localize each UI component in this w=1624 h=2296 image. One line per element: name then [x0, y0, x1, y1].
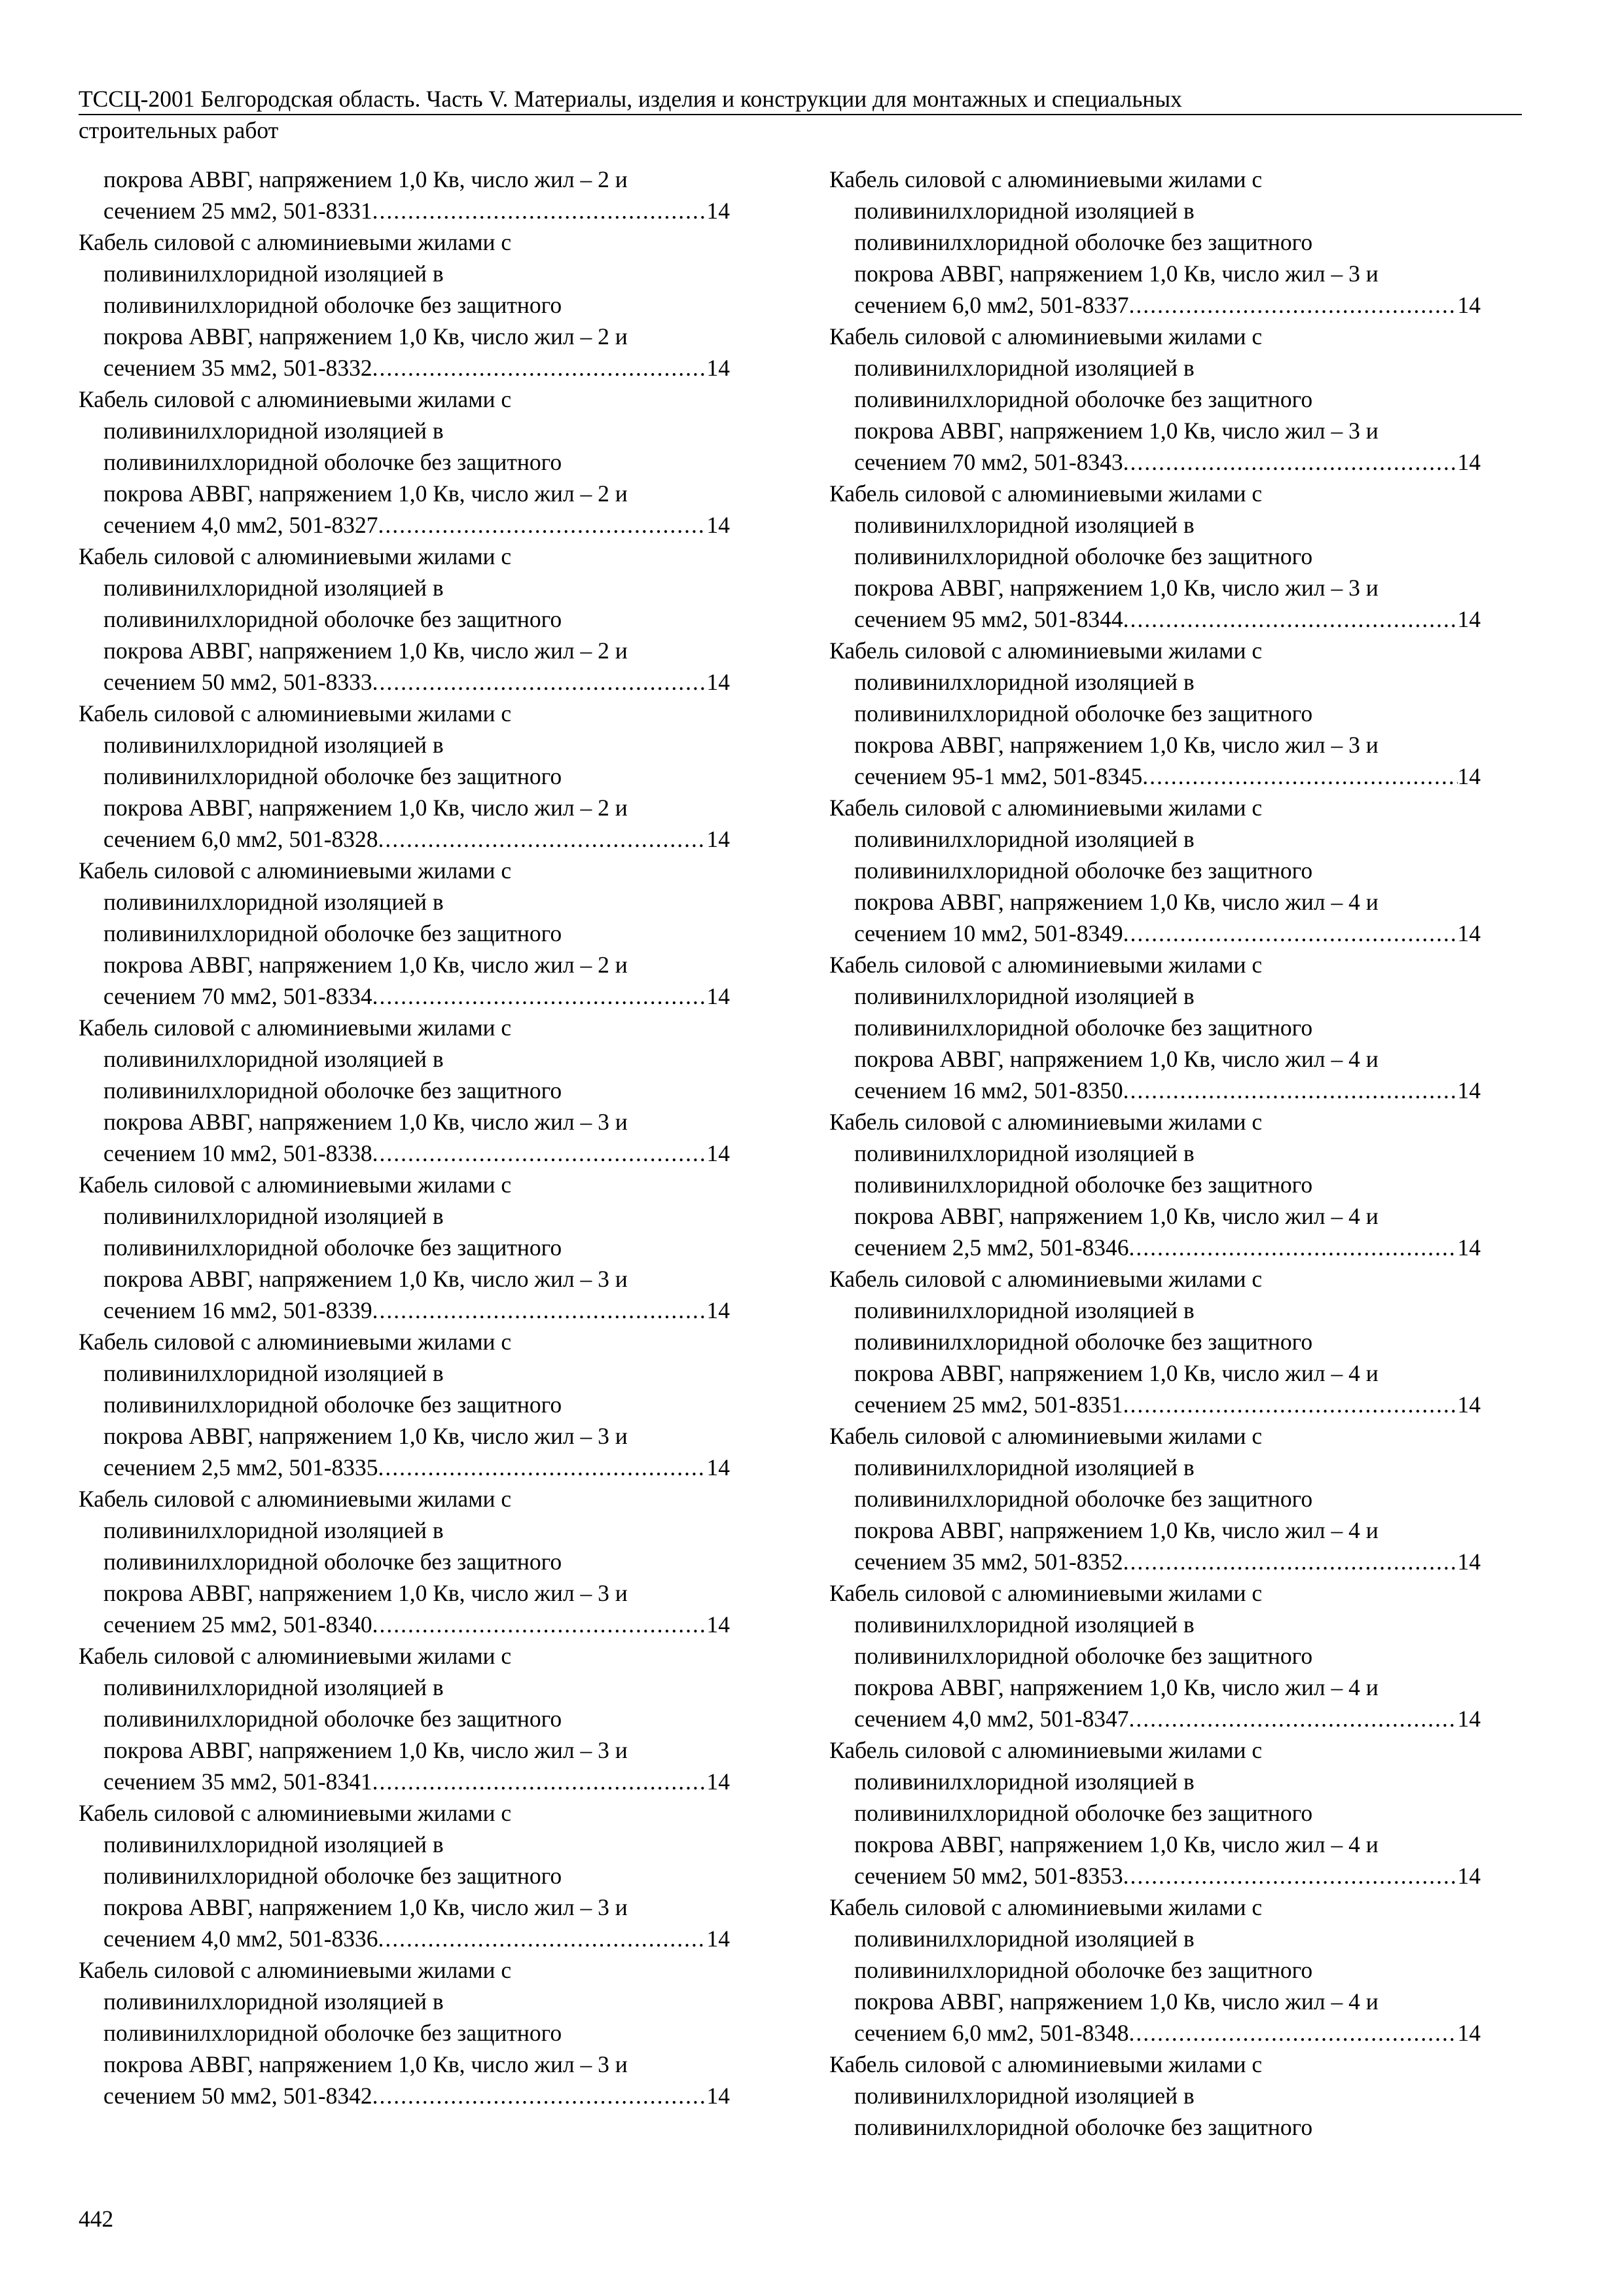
entry-text-tail: сечением 4,0 мм2, 501-8347	[854, 1706, 1129, 1732]
entry-text-line: покрова АВВГ, напряжением 1,0 Кв, число жил – 3 и	[854, 260, 1379, 287]
entry-last-line	[79, 509, 730, 541]
entry-text-line: поливинилхлоридной изоляцией в	[854, 1297, 1195, 1323]
entry-page-number: 14	[706, 1297, 730, 1323]
entry-text-line: покрова АВВГ, напряжением 1,0 Кв, число жил – 3 и	[854, 732, 1379, 758]
dot-leader	[1123, 918, 1458, 949]
entry-last-line	[79, 1609, 730, 1640]
entry-text-line: покрова АВВГ, напряжением 1,0 Кв, число жил – 4 и	[854, 1203, 1379, 1229]
dot-leader	[372, 980, 707, 1012]
index-entry	[829, 1106, 1481, 1263]
dot-leader	[372, 1766, 707, 1797]
index-entry	[829, 1577, 1481, 1734]
entry-text-line: покрова АВВГ, напряжением 1,0 Кв, число жил – 2 и	[103, 952, 628, 978]
entry-text-line: покрова АВВГ, напряжением 1,0 Кв, число жил – 3 и	[854, 418, 1379, 444]
entry-text-line: поливинилхлоридной изоляцией в	[854, 983, 1195, 1009]
entry-text-line: поливинилхлоридной изоляцией в	[854, 1611, 1195, 1638]
entry-text-tail: сечением 10 мм2, 501-8349	[854, 920, 1123, 946]
entry-text-line: покрова АВВГ, напряжением 1,0 Кв, число жил – 3 и	[103, 1580, 628, 1606]
dot-leader	[372, 2080, 707, 2111]
entry-page-number: 14	[706, 355, 730, 381]
entry-text-line: поливинилхлоридной изоляцией в	[103, 418, 444, 444]
entry-text-line: Кабель силовой с алюминиевыми жилами с	[829, 952, 1263, 978]
entry-text-line: поливинилхлоридной изоляцией в	[854, 1140, 1195, 1166]
entry-text-line: Кабель силовой с алюминиевыми жилами с	[79, 1800, 512, 1826]
entry-page-number: 14	[1457, 606, 1481, 632]
entry-text-line: поливинилхлоридной изоляцией в	[103, 1517, 444, 1543]
entry-text-line: поливинилхлоридной изоляцией в	[854, 669, 1195, 695]
entry-text-line: покрова АВВГ, напряжением 1,0 Кв, число жил – 4 и	[854, 1831, 1379, 1857]
entry-text-tail: сечением 25 мм2, 501-8351	[854, 1391, 1123, 1418]
index-entry	[79, 226, 730, 384]
entry-last-line	[829, 1075, 1481, 1106]
entry-text-line: покрова АВВГ, напряжением 1,0 Кв, число жил – 3 и	[103, 1737, 628, 1763]
entry-text-line: поливинилхлоридной оболочке без защитного	[854, 1957, 1313, 1983]
running-header	[79, 84, 1522, 145]
entry-page-number: 14	[706, 198, 730, 224]
entry-text-tail: сечением 16 мм2, 501-8350	[854, 1077, 1123, 1103]
index-entry	[829, 1263, 1481, 1420]
entry-last-line	[79, 1138, 730, 1169]
index-entry	[79, 1483, 730, 1640]
index-entry	[829, 321, 1481, 478]
index-entry	[829, 792, 1481, 949]
entry-text-tail: сечением 50 мм2, 501-8353	[854, 1863, 1123, 1889]
index-entry	[79, 1012, 730, 1169]
index-column-left	[79, 164, 730, 2111]
entry-text-line: поливинилхлоридной изоляцией в	[854, 2083, 1195, 2109]
entry-text-line: Кабель силовой с алюминиевыми жилами с	[829, 1737, 1263, 1763]
entry-page-number: 14	[1457, 2020, 1481, 2046]
entry-text-line: покрова АВВГ, напряжением 1,0 Кв, число жил – 4 и	[854, 1988, 1379, 2015]
index-entry	[79, 541, 730, 698]
entry-last-line	[829, 1860, 1481, 1892]
entry-last-line	[79, 1766, 730, 1797]
entry-text-line: покрова АВВГ, напряжением 1,0 Кв, число жил – 3 и	[103, 1266, 628, 1292]
entry-text-line: Кабель силовой с алюминиевыми жилами с	[79, 229, 512, 255]
index-entry	[79, 855, 730, 1012]
entry-text-line: поливинилхлоридной оболочке без защитного	[103, 449, 562, 475]
entry-text-line: поливинилхлоридной оболочке без защитного	[854, 1800, 1313, 1826]
entry-text-line: покрова АВВГ, напряжением 1,0 Кв, число жил – 2 и	[103, 323, 628, 350]
entry-page-number: 14	[706, 826, 730, 852]
entry-last-line	[829, 1232, 1481, 1263]
entry-text-tail: сечением 16 мм2, 501-8339	[103, 1297, 372, 1323]
entry-page-number: 14	[1457, 1234, 1481, 1261]
entry-text-line: покрова АВВГ, напряжением 1,0 Кв, число жил – 2 и	[103, 637, 628, 664]
entry-text-line: поливинилхлоридной изоляцией в	[103, 1831, 444, 1857]
dot-leader	[372, 1138, 707, 1169]
dot-leader	[372, 1609, 707, 1640]
dot-leader	[378, 1452, 707, 1483]
entry-text-line: Кабель силовой с алюминиевыми жилами с	[79, 700, 512, 726]
dot-leader	[1129, 1232, 1458, 1263]
index-entry	[829, 1734, 1481, 1892]
dot-leader	[1123, 603, 1458, 635]
entry-text-line: поливинилхлоридной оболочке без защитного	[854, 229, 1313, 255]
entry-text-tail: сечением 6,0 мм2, 501-8328	[103, 826, 378, 852]
entry-text-tail: сечением 95-1 мм2, 501-8345	[854, 763, 1143, 789]
entry-text-tail: сечением 25 мм2, 501-8331	[103, 198, 372, 224]
entry-last-line	[829, 761, 1481, 792]
entry-text-line: Кабель силовой с алюминиевыми жилами с	[829, 480, 1263, 507]
entry-page-number: 14	[1457, 1077, 1481, 1103]
entry-text-line: покрова АВВГ, напряжением 1,0 Кв, число жил – 3 и	[854, 575, 1379, 601]
index-entry	[79, 1954, 730, 2111]
entry-text-tail: сечением 50 мм2, 501-8333	[103, 669, 372, 695]
entry-text-line: Кабель силовой с алюминиевыми жилами с	[829, 637, 1263, 664]
entry-text-line: Кабель силовой с алюминиевыми жилами с	[79, 1172, 512, 1198]
dot-leader	[372, 352, 707, 384]
entry-text-line: поливинилхлоридной оболочке без защитного	[854, 2114, 1313, 2140]
entry-last-line	[79, 1295, 730, 1326]
entry-text-line: поливинилхлоридной оболочке без защитного	[854, 1329, 1313, 1355]
entry-text-line: поливинилхлоридной оболочке без защитного	[854, 1643, 1313, 1669]
entry-page-number: 14	[706, 512, 730, 538]
header-title-line-2: строительных работ	[79, 117, 279, 143]
entry-last-line	[79, 2080, 730, 2111]
entry-text-line: Кабель силовой с алюминиевыми жилами с	[79, 1486, 512, 1512]
entry-text-line: покрова АВВГ, напряжением 1,0 Кв, число жил – 3 и	[103, 2051, 628, 2077]
entry-text-line: поливинилхлоридной оболочке без защитного	[854, 1014, 1313, 1041]
entry-text-line: поливинилхлоридной изоляцией в	[103, 260, 444, 287]
dot-leader	[372, 666, 707, 698]
index-entry	[79, 384, 730, 541]
entry-text-tail: сечением 6,0 мм2, 501-8348	[854, 2020, 1129, 2046]
entry-text-line: поливинилхлоридной оболочке без защитного	[854, 1172, 1313, 1198]
entry-text-line: покрова АВВГ, напряжением 1,0 Кв, число жил – 2 и	[103, 480, 628, 507]
entry-text-line: покрова АВВГ, напряжением 1,0 Кв, число жил – 4 и	[854, 1517, 1379, 1543]
entry-text-line: поливинилхлоридной изоляцией в	[854, 198, 1195, 224]
index-column-right	[829, 164, 1481, 2143]
dot-leader	[1129, 2017, 1458, 2049]
entry-last-line	[79, 1923, 730, 1954]
entry-text-tail: сечением 10 мм2, 501-8338	[103, 1140, 372, 1166]
entry-text-line: покрова АВВГ, напряжением 1,0 Кв, число жил – 4 и	[854, 1360, 1379, 1386]
entry-text-line: поливинилхлоридной изоляцией в	[854, 1454, 1195, 1480]
index-entry	[829, 164, 1481, 321]
entry-last-line	[79, 352, 730, 384]
entry-text-line: покрова АВВГ, напряжением 1,0 Кв, число жил – 2 и	[103, 795, 628, 821]
entry-text-line: покрова АВВГ, напряжением 1,0 Кв, число жил – 3 и	[103, 1109, 628, 1135]
entry-last-line	[79, 195, 730, 226]
index-entry	[829, 949, 1481, 1106]
entry-last-line	[829, 603, 1481, 635]
index-entry	[829, 1420, 1481, 1577]
entry-text-line: поливинилхлоридной оболочке без защитного	[103, 1234, 562, 1261]
entry-page-number: 14	[706, 669, 730, 695]
entry-page-number: 14	[706, 983, 730, 1009]
entry-last-line	[829, 918, 1481, 949]
entry-last-line	[79, 980, 730, 1012]
entry-last-line	[829, 1389, 1481, 1420]
entry-text-line: поливинилхлоридной изоляцией в	[854, 826, 1195, 852]
dot-leader	[1129, 1703, 1458, 1734]
dot-leader	[1123, 1860, 1458, 1892]
entry-text-line: Кабель силовой с алюминиевыми жилами с	[829, 323, 1263, 350]
entry-text-line: поливинилхлоридной изоляцией в	[854, 512, 1195, 538]
entry-text-line: Кабель силовой с алюминиевыми жилами с	[79, 386, 512, 412]
entry-page-number: 14	[706, 1454, 730, 1480]
entry-last-line	[79, 666, 730, 698]
entry-text-line: поливинилхлоридной оболочке без защитного	[103, 606, 562, 632]
entry-text-line: поливинилхлоридной оболочке без защитного	[854, 386, 1313, 412]
page-number: 442	[79, 2206, 114, 2232]
entry-text-line: поливинилхлоридной оболочке без защитного	[854, 1486, 1313, 1512]
entry-page-number: 14	[706, 1926, 730, 1952]
entry-text-line: поливинилхлоридной оболочке без защитного	[854, 700, 1313, 726]
entry-text-line: поливинилхлоридной изоляцией в	[103, 1988, 444, 2015]
entry-page-number: 14	[1457, 1863, 1481, 1889]
entry-last-line	[79, 823, 730, 855]
entry-text-line: поливинилхлоридной оболочке без защитного	[103, 763, 562, 789]
entry-text-line: поливинилхлоридной оболочке без защитного	[103, 1549, 562, 1575]
entry-text-line: Кабель силовой с алюминиевыми жилами с	[79, 1643, 512, 1669]
index-entry	[829, 478, 1481, 635]
dot-leader	[378, 1923, 707, 1954]
entry-page-number: 14	[1457, 920, 1481, 946]
entry-text-line: Кабель силовой с алюминиевыми жилами с	[829, 1266, 1263, 1292]
entry-text-line: поливинилхлоридной оболочке без защитного	[854, 543, 1313, 569]
entry-page-number: 14	[706, 2083, 730, 2109]
entry-text-line: поливинилхлоридной изоляцией в	[103, 732, 444, 758]
dot-leader	[1123, 1389, 1458, 1420]
header-title-line-1: ТССЦ-2001 Белгородская область. Часть V. Материалы, изделия и конструкции для монтажных и специальных	[79, 84, 1522, 115]
dot-leader	[372, 1295, 707, 1326]
entry-text-line: Кабель силовой с алюминиевыми жилами с	[79, 543, 512, 569]
entry-text-line: Кабель силовой с алюминиевыми жилами с	[829, 166, 1263, 192]
entry-text-line: покрова АВВГ, напряжением 1,0 Кв, число жил – 4 и	[854, 889, 1379, 915]
dot-leader	[378, 509, 707, 541]
entry-text-line: поливинилхлоридной изоляцией в	[103, 1203, 444, 1229]
entry-text-line: поливинилхлоридной оболочке без защитного	[103, 1863, 562, 1889]
entry-text-line: покрова АВВГ, напряжением 1,0 Кв, число жил – 2 и	[103, 166, 628, 192]
entry-text-tail: сечением 25 мм2, 501-8340	[103, 1611, 372, 1638]
entry-text-tail: сечением 95 мм2, 501-8344	[854, 606, 1123, 632]
entry-page-number: 14	[706, 1140, 730, 1166]
index-entry	[79, 1640, 730, 1797]
index-entry	[79, 1169, 730, 1326]
entry-text-line: Кабель силовой с алюминиевыми жилами с	[829, 1894, 1263, 1920]
entry-text-tail: сечением 2,5 мм2, 501-8335	[103, 1454, 378, 1480]
entry-page-number: 14	[1457, 449, 1481, 475]
entry-text-tail: сечением 35 мм2, 501-8332	[103, 355, 372, 381]
entry-text-line: покрова АВВГ, напряжением 1,0 Кв, число жил – 4 и	[854, 1674, 1379, 1700]
entry-last-line	[79, 1452, 730, 1483]
entry-text-line: Кабель силовой с алюминиевыми жилами с	[79, 1957, 512, 1983]
entry-text-line: поливинилхлоридной изоляцией в	[103, 575, 444, 601]
dot-leader	[378, 823, 707, 855]
entry-text-line: поливинилхлоридной оболочке без защитного	[103, 1391, 562, 1418]
entry-text-line: Кабель силовой с алюминиевыми жилами с	[829, 2051, 1263, 2077]
entry-text-line: Кабель силовой с алюминиевыми жилами с	[829, 795, 1263, 821]
index-entry-continued	[79, 164, 730, 226]
entry-text-line: поливинилхлоридной изоляцией в	[103, 1046, 444, 1072]
entry-last-line	[829, 1546, 1481, 1577]
entry-text-tail: сечением 35 мм2, 501-8352	[854, 1549, 1123, 1575]
entry-text-line: Кабель силовой с алюминиевыми жилами с	[829, 1109, 1263, 1135]
index-entry	[79, 1797, 730, 1954]
index-entry	[829, 1892, 1481, 2049]
entry-text-line: Кабель силовой с алюминиевыми жилами с	[79, 1014, 512, 1041]
entry-text-line: поливинилхлоридной изоляцией в	[103, 1360, 444, 1386]
entry-page-number: 14	[706, 1768, 730, 1795]
entry-text-line: поливинилхлоридной оболочке без защитного	[103, 292, 562, 318]
dot-leader	[1123, 1546, 1458, 1577]
entry-text-tail: сечением 6,0 мм2, 501-8337	[854, 292, 1129, 318]
entry-text-line: покрова АВВГ, напряжением 1,0 Кв, число жил – 4 и	[854, 1046, 1379, 1072]
index-entry	[829, 635, 1481, 792]
entry-text-line: поливинилхлоридной оболочке без защитного	[103, 2020, 562, 2046]
entry-text-tail: сечением 70 мм2, 501-8343	[854, 449, 1123, 475]
entry-text-tail: сечением 4,0 мм2, 501-8327	[103, 512, 378, 538]
entry-text-line: поливинилхлоридной оболочке без защитного	[103, 1077, 562, 1103]
entry-page-number: 14	[1457, 292, 1481, 318]
entry-text-tail: сечением 2,5 мм2, 501-8346	[854, 1234, 1129, 1261]
entry-text-line: поливинилхлоридной изоляцией в	[103, 1674, 444, 1700]
entry-last-line	[829, 446, 1481, 478]
entry-text-line: Кабель силовой с алюминиевыми жилами с	[829, 1423, 1263, 1449]
dot-leader	[1123, 446, 1458, 478]
entry-text-tail: сечением 70 мм2, 501-8334	[103, 983, 372, 1009]
entry-text-line: поливинилхлоридной изоляцией в	[854, 1926, 1195, 1952]
entry-text-line: поливинилхлоридной изоляцией в	[103, 889, 444, 915]
entry-text-line: поливинилхлоридной изоляцией в	[854, 355, 1195, 381]
index-entry	[79, 1326, 730, 1483]
entry-text-line: поливинилхлоридной изоляцией в	[854, 1768, 1195, 1795]
entry-text-line: покрова АВВГ, напряжением 1,0 Кв, число жил – 3 и	[103, 1894, 628, 1920]
entry-text-tail: сечением 4,0 мм2, 501-8336	[103, 1926, 378, 1952]
index-entry	[79, 698, 730, 855]
entry-last-line	[829, 1703, 1481, 1734]
entry-text-line: Кабель силовой с алюминиевыми жилами с	[79, 857, 512, 884]
entry-page-number: 14	[1457, 1391, 1481, 1418]
entry-page-number: 14	[1457, 1706, 1481, 1732]
entry-text-line: Кабель силовой с алюминиевыми жилами с	[79, 1329, 512, 1355]
entry-text-line: поливинилхлоридной оболочке без защитного	[103, 1706, 562, 1732]
dot-leader	[1129, 289, 1458, 321]
dot-leader	[1142, 761, 1457, 792]
dot-leader	[372, 195, 707, 226]
entry-text-line: поливинилхлоридной оболочке без защитного	[854, 857, 1313, 884]
index-entry-truncated	[829, 2049, 1481, 2143]
entry-text-line: поливинилхлоридной оболочке без защитного	[103, 920, 562, 946]
entry-text-line: Кабель силовой с алюминиевыми жилами с	[829, 1580, 1263, 1606]
entry-text-tail: сечением 50 мм2, 501-8342	[103, 2083, 372, 2109]
entry-page-number: 14	[1457, 763, 1481, 789]
entry-page-number: 14	[1457, 1549, 1481, 1575]
entry-text-tail: сечением 35 мм2, 501-8341	[103, 1768, 372, 1795]
dot-leader	[1123, 1075, 1458, 1106]
entry-text-line: покрова АВВГ, напряжением 1,0 Кв, число жил – 3 и	[103, 1423, 628, 1449]
entry-page-number: 14	[706, 1611, 730, 1638]
entry-last-line	[829, 289, 1481, 321]
entry-last-line	[829, 2017, 1481, 2049]
